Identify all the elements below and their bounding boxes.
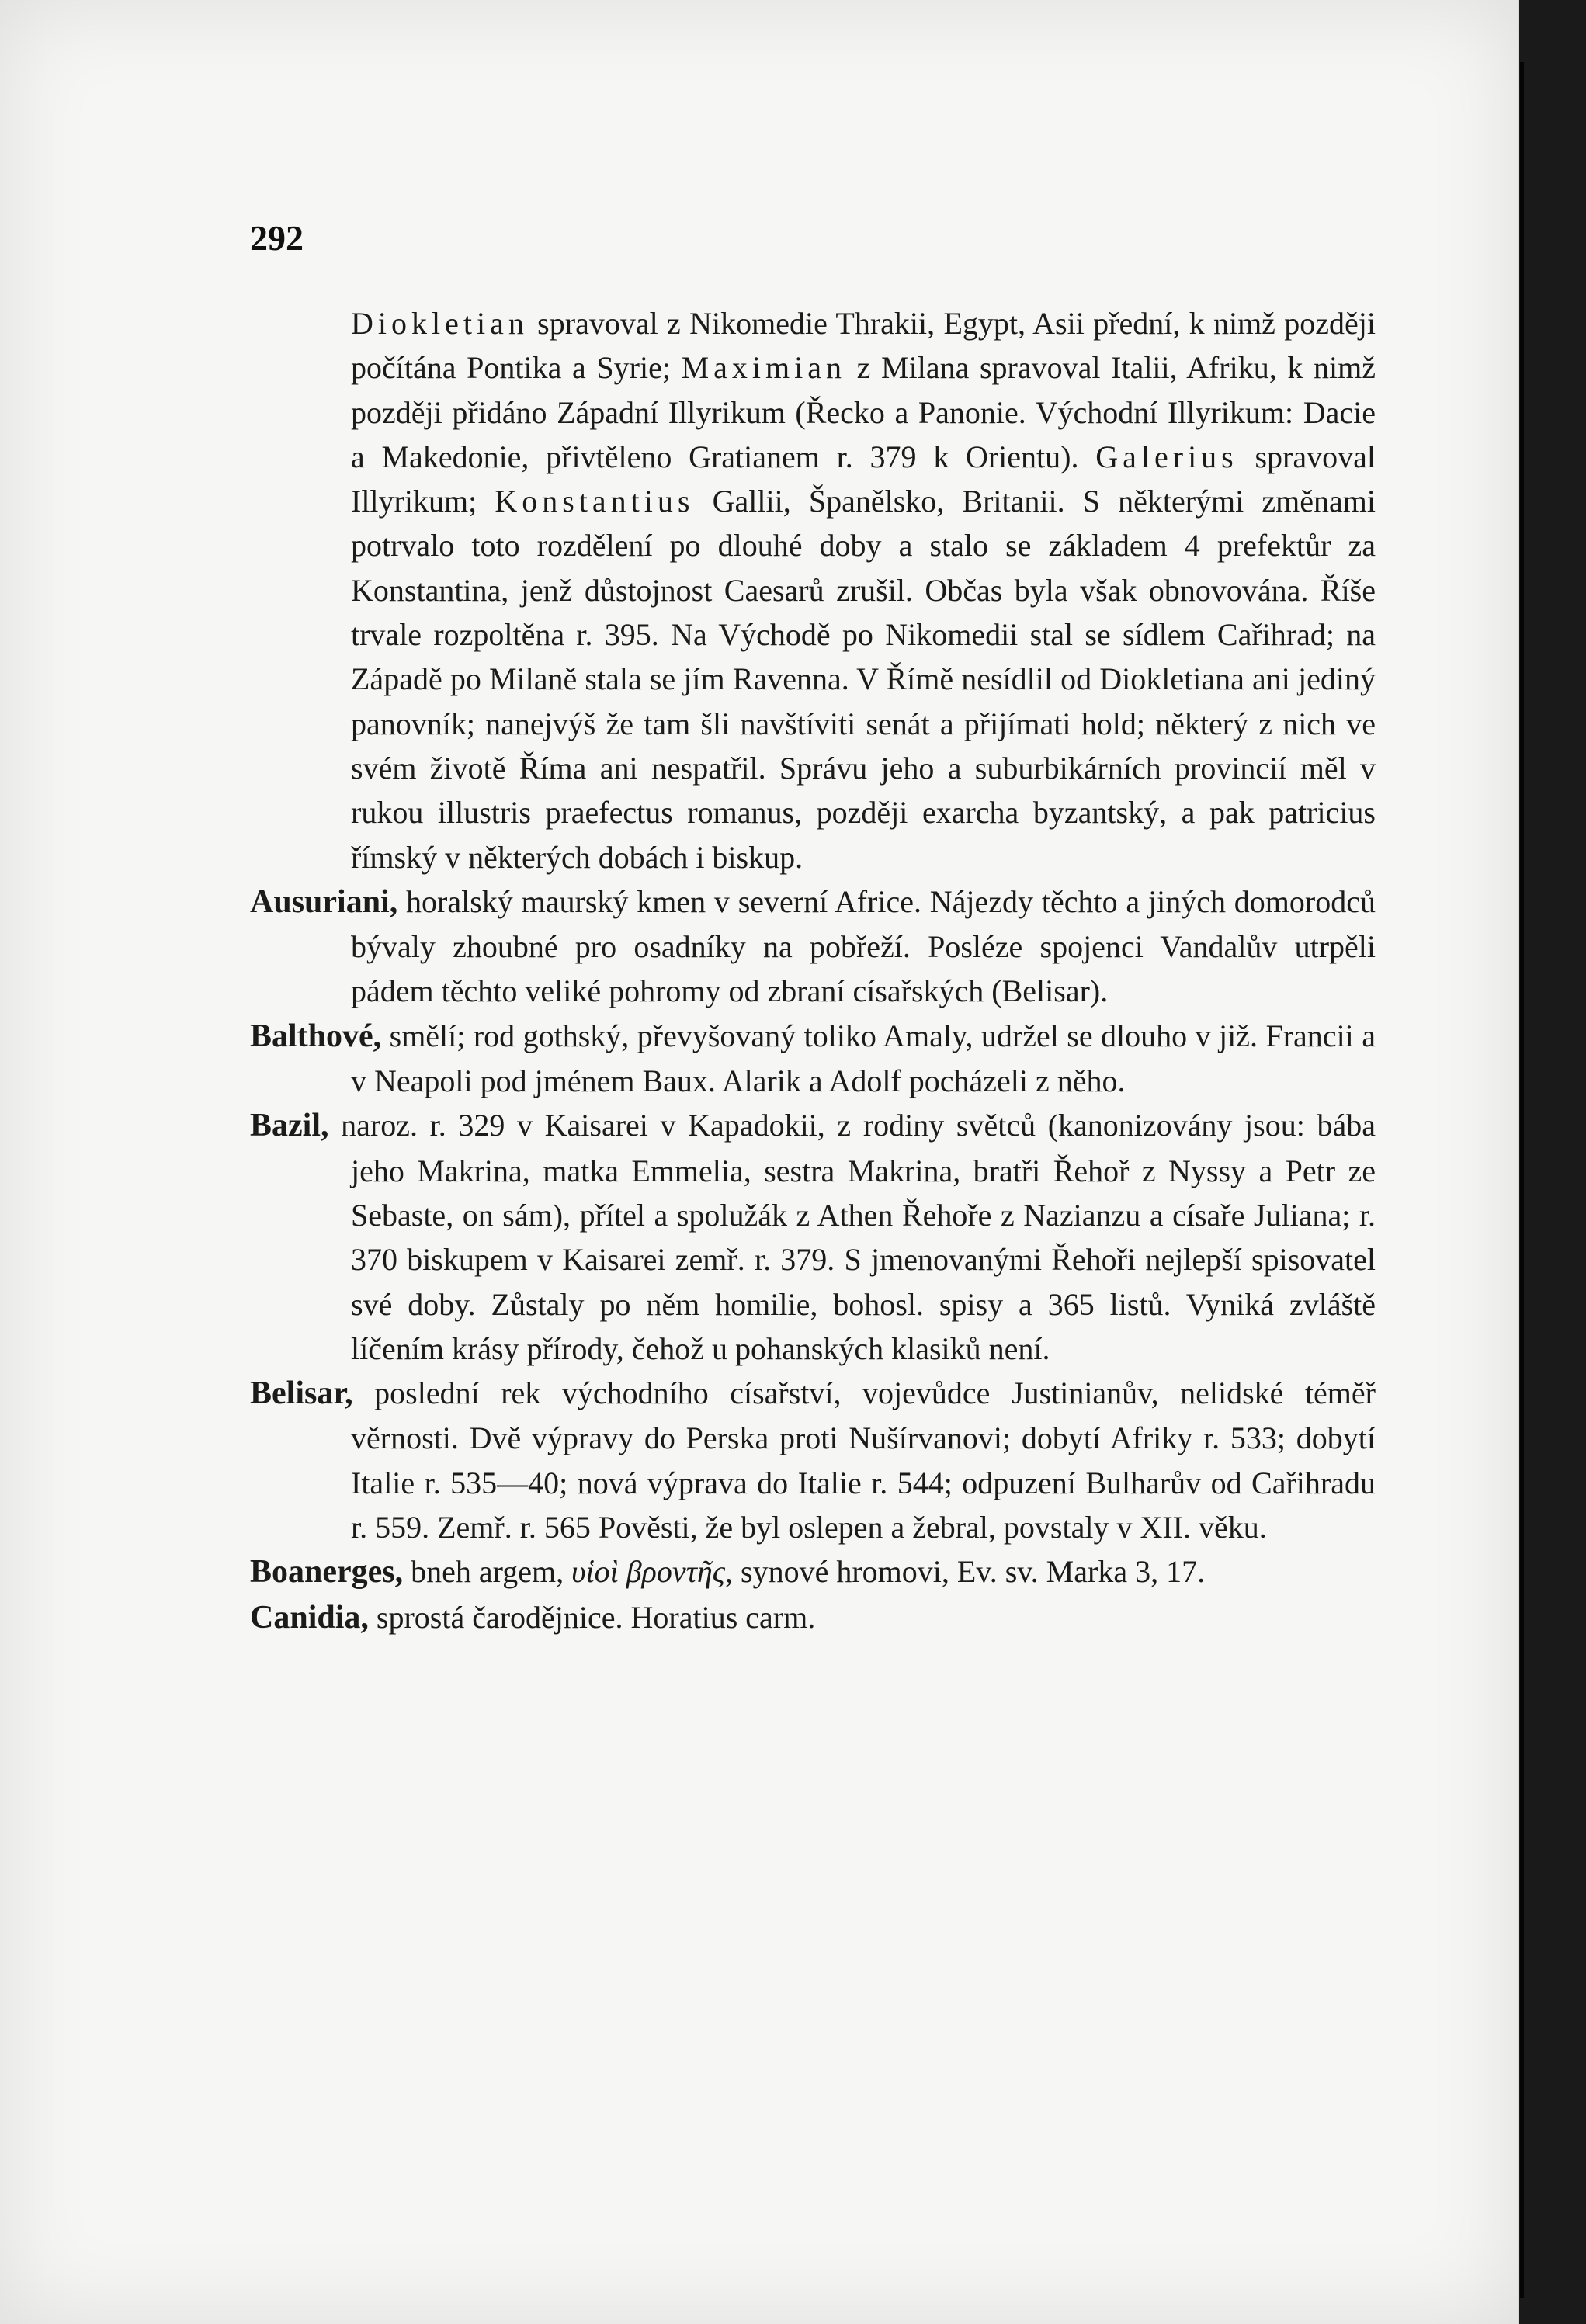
page-edge-rule bbox=[1520, 62, 1524, 2298]
greek-phrase: υἱοὶ βροντῆς bbox=[571, 1554, 725, 1590]
name-galerius: Galerius bbox=[1095, 439, 1238, 474]
text-run: spravoval z Nikomedie Thrakii, Egypt, Asii přední, k nimž později počítána Pontika a Syrie; bbox=[351, 306, 1376, 386]
entry-text: , synové hromovi, Ev. sv. Marka 3, 17. bbox=[725, 1554, 1206, 1590]
headword: Balthové, bbox=[250, 1018, 382, 1054]
text-run: z Milana spravoval Italii, Afriku, k nimž později přidáno Západní Illyrikum (Řecko a Panonie. Východní Illyrikum: Dacie a Makedonie, přivtěleno Gratianem r. 379 k Orientu). bbox=[351, 350, 1376, 474]
entry-bazil bbox=[250, 1103, 1376, 1371]
headword: Belisar, bbox=[250, 1375, 353, 1412]
page-text bbox=[250, 301, 1376, 1640]
entry-text: horalský maurský kmen v severní Africe. Nájezdy těchto a jiných domorodců bývaly zhoubné pro osadníky na pobřeží. Posléze spojenci Vandalův utrpěli pádem těchto veliké pohromy od zbraní císařských (Belisar). bbox=[351, 883, 1376, 1009]
headword: Ausuriani, bbox=[250, 883, 398, 920]
entry-ausuriani bbox=[250, 879, 1376, 1014]
page-number: 292 bbox=[250, 218, 304, 258]
name-maximian: Maximian bbox=[681, 350, 846, 386]
entry-text: naroz. r. 329 v Kaisarei v Kapadokii, z rodiny světců (kanonizovány jsou: bába jeho Makrina, matka Emmelia, sestra Makrina, bratři Řehoř z Nyssy a Petr ze Sebaste, on sám), přítel a spolužák z Athen Řehoře z Nazianzu a císaře Juliana; r. 370 biskupem v Kaisarei zemř. r. 379. S jmenovanými Řehoři nejlepší spisovatel své doby. Zůstaly po něm homilie, bohosl. spisy a 365 listů. Vyniká zvláště líčením krásy přírody, čehož u pohanských klasiků není. bbox=[328, 1108, 1376, 1366]
entry-text: smělí; rod gothský, převyšovaný toliko Amaly, udržel se dlouho v již. Francii a v Neapoli pod jménem Baux. Alarik a Adolf pocházeli z něho. bbox=[351, 1018, 1376, 1099]
entry-boanerges bbox=[250, 1549, 1376, 1594]
entry-text: sprostá čarodějnice. Horatius carm. bbox=[368, 1599, 816, 1635]
entry-text: poslední rek východního císařství, vojevůdce Justinianův, nelidské téměř věrnosti. Dvě výpravy do Perska proti Nušírvanovi; dobytí Afriky r. 533; dobytí Italie r. 535—40; nová výprava do Italie r. 544; odpuzení Bulharův od Cařihradu r. 559. Zemř. r. 565 Pověsti, že byl oslepen a žebral, povstaly v XII. věku. bbox=[351, 1375, 1376, 1545]
entry-text: bneh argem, bbox=[403, 1554, 572, 1590]
text-run: spravoval Illyrikum; bbox=[351, 439, 1376, 519]
headword: Boanerges, bbox=[250, 1554, 404, 1590]
entry-balthove bbox=[250, 1014, 1376, 1104]
entry-canidia bbox=[250, 1595, 1376, 1640]
name-diokletian: Diokletian bbox=[351, 306, 529, 341]
paragraph-tetrarchy bbox=[250, 301, 1376, 879]
entry-belisar bbox=[250, 1371, 1376, 1549]
headword: Bazil, bbox=[250, 1108, 329, 1144]
text-run: Gallii, Španělsko, Britanii. S některými změnami potrvalo toto rozdělení po dlouhé doby a stalo se základem 4 prefektůr za Konstantina, jenž důstojnost Caesarů zrušil. Občas byla však obnovována. Říše trvale rozpoltěna r. 395. Na Východě po Nikomedii stal se sídlem Cařihrad; na Západě po Milaně stala se jím Ravenna. V Římě nesídlil od Diokletiana ani jediný panovník; nanejvýš že tam šli navštíviti senát a přijímati hold; některý z nich ve svém životě Říma ani nespatřil. Správu jeho a suburbikárních provincií měl v rukou illustris praefectus romanus, později exarcha byzantský, a pak patricius římský v některých dobách i biskup. bbox=[351, 484, 1376, 875]
headword: Canidia, bbox=[250, 1599, 369, 1635]
name-konstantius: Konstantius bbox=[495, 484, 695, 519]
